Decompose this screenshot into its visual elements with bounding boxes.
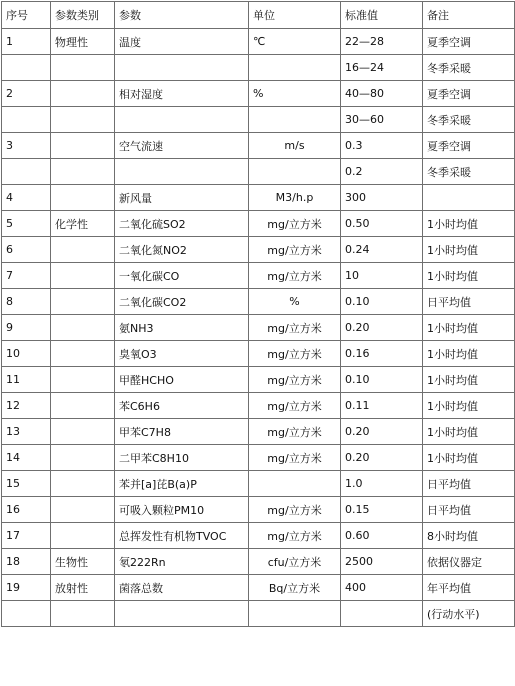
cell-index: 6 [2,237,51,263]
cell-standard-value: 0.10 [341,367,423,393]
cell-category [51,133,115,159]
table-row [2,107,515,133]
cell-category: 物理性 [51,29,115,55]
cell-index: 18 [2,549,51,575]
header-standard-value: 标准值 [341,2,423,29]
cell-index: 4 [2,185,51,211]
cell-unit: % [249,289,341,315]
cell-category [51,315,115,341]
cell-standard-value: 0.60 [341,523,423,549]
cell-category [51,445,115,471]
cell-standard-value: 0.16 [341,341,423,367]
cell-unit: mg/立方米 [249,263,341,289]
cell-unit [249,601,341,627]
cell-standard-value: 0.50 [341,211,423,237]
cell-category [51,601,115,627]
cell-parameter: 苯C6H6 [115,393,249,419]
cell-unit: mg/立方米 [249,523,341,549]
table-row [2,237,515,263]
cell-remark: 1小时均值 [423,419,515,445]
cell-standard-value: 40—80 [341,81,423,107]
cell-category [51,419,115,445]
cell-category [51,263,115,289]
cell-index: 8 [2,289,51,315]
cell-standard-value: 0.20 [341,445,423,471]
cell-category [51,159,115,185]
cell-index: 14 [2,445,51,471]
cell-index: 9 [2,315,51,341]
table-row [2,211,515,237]
cell-category [51,81,115,107]
table-row [2,159,515,185]
cell-standard-value [341,601,423,627]
cell-unit: M3/h.p [249,185,341,211]
cell-remark: 1小时均值 [423,367,515,393]
cell-index: 13 [2,419,51,445]
cell-unit: mg/立方米 [249,445,341,471]
cell-unit [249,471,341,497]
cell-remark: 1小时均值 [423,211,515,237]
cell-parameter: 可吸入颗粒PM10 [115,497,249,523]
cell-standard-value: 300 [341,185,423,211]
table-row [2,523,515,549]
cell-remark: 日平均值 [423,289,515,315]
cell-parameter: 甲醛HCHO [115,367,249,393]
table-row [2,497,515,523]
cell-parameter: 空气流速 [115,133,249,159]
cell-index: 1 [2,29,51,55]
table-row [2,549,515,575]
cell-unit: cfu/立方米 [249,549,341,575]
cell-unit: mg/立方米 [249,367,341,393]
cell-remark: 1小时均值 [423,445,515,471]
cell-parameter: 菌落总数 [115,575,249,601]
cell-category [51,107,115,133]
cell-parameter: 相对湿度 [115,81,249,107]
cell-unit: mg/立方米 [249,237,341,263]
cell-remark: 8小时均值 [423,523,515,549]
cell-remark [423,185,515,211]
cell-parameter: 总挥发性有机物TVOC [115,523,249,549]
cell-parameter: 臭氧O3 [115,341,249,367]
cell-standard-value: 400 [341,575,423,601]
cell-remark: 夏季空调 [423,29,515,55]
cell-remark: 日平均值 [423,471,515,497]
cell-standard-value: 0.3 [341,133,423,159]
cell-standard-value: 0.2 [341,159,423,185]
cell-unit [249,159,341,185]
cell-unit: mg/立方米 [249,315,341,341]
cell-remark: 冬季采暖 [423,159,515,185]
cell-standard-value: 1.0 [341,471,423,497]
cell-parameter [115,601,249,627]
cell-category [51,393,115,419]
cell-index: 17 [2,523,51,549]
cell-remark: 夏季空调 [423,133,515,159]
cell-parameter [115,107,249,133]
cell-remark: 1小时均值 [423,341,515,367]
cell-standard-value: 10 [341,263,423,289]
cell-parameter: 新风量 [115,185,249,211]
cell-parameter: 苯并[a]芘B(a)P [115,471,249,497]
cell-category [51,367,115,393]
cell-index: 11 [2,367,51,393]
cell-unit: mg/立方米 [249,341,341,367]
cell-index: 16 [2,497,51,523]
cell-category: 化学性 [51,211,115,237]
cell-remark: 日平均值 [423,497,515,523]
cell-index: 10 [2,341,51,367]
cell-parameter [115,55,249,81]
cell-parameter: 甲苯C7H8 [115,419,249,445]
cell-unit: mg/立方米 [249,211,341,237]
cell-index [2,55,51,81]
cell-category: 放射性 [51,575,115,601]
cell-category [51,289,115,315]
cell-standard-value: 22—28 [341,29,423,55]
table-row [2,367,515,393]
cell-index [2,107,51,133]
cell-index: 5 [2,211,51,237]
header-index: 序号 [2,2,51,29]
cell-parameter: 二氧化硫SO2 [115,211,249,237]
cell-remark: 年平均值 [423,575,515,601]
cell-index: 19 [2,575,51,601]
cell-standard-value: 0.20 [341,315,423,341]
cell-parameter [115,159,249,185]
cell-unit: mg/立方米 [249,419,341,445]
table-row [2,575,515,601]
table-row [2,393,515,419]
table-row [2,133,515,159]
cell-remark: 冬季采暖 [423,107,515,133]
cell-category [51,341,115,367]
cell-parameter: 二氧化碳CO2 [115,289,249,315]
cell-index [2,159,51,185]
cell-unit: % [249,81,341,107]
table-row [2,601,515,627]
cell-index: 15 [2,471,51,497]
table-row [2,263,515,289]
cell-unit: m/s [249,133,341,159]
cell-standard-value: 0.20 [341,419,423,445]
cell-parameter: 温度 [115,29,249,55]
cell-category [51,55,115,81]
cell-unit: Bq/立方米 [249,575,341,601]
cell-standard-value: 30—60 [341,107,423,133]
cell-unit [249,107,341,133]
cell-standard-value: 0.11 [341,393,423,419]
cell-remark: 1小时均值 [423,393,515,419]
cell-parameter: 氡222Rn [115,549,249,575]
cell-index: 3 [2,133,51,159]
cell-remark: 1小时均值 [423,263,515,289]
table-row [2,29,515,55]
cell-index: 2 [2,81,51,107]
cell-standard-value: 2500 [341,549,423,575]
table-row [2,341,515,367]
cell-standard-value: 16—24 [341,55,423,81]
header-parameter: 参数 [115,2,249,29]
header-category: 参数类别 [51,2,115,29]
cell-parameter: 二甲苯C8H10 [115,445,249,471]
cell-standard-value: 0.15 [341,497,423,523]
header-unit: 单位 [249,2,341,29]
cell-parameter: 二氧化氮NO2 [115,237,249,263]
cell-remark: 1小时均值 [423,237,515,263]
cell-category [51,185,115,211]
table-row [2,289,515,315]
table-row [2,55,515,81]
cell-parameter: 氨NH3 [115,315,249,341]
table-row [2,471,515,497]
cell-standard-value: 0.24 [341,237,423,263]
table-row [2,315,515,341]
cell-unit: mg/立方米 [249,393,341,419]
cell-unit: mg/立方米 [249,497,341,523]
table-row [2,81,515,107]
table-row [2,419,515,445]
table-row [2,445,515,471]
cell-remark: 1小时均值 [423,315,515,341]
cell-index: 12 [2,393,51,419]
cell-index: 7 [2,263,51,289]
cell-remark: 冬季采暖 [423,55,515,81]
cell-standard-value: 0.10 [341,289,423,315]
table-header-row [2,2,515,29]
cell-unit [249,55,341,81]
cell-category [51,471,115,497]
table-row [2,185,515,211]
cell-parameter: 一氧化碳CO [115,263,249,289]
cell-category [51,237,115,263]
cell-unit: ℃ [249,29,341,55]
header-remark: 备注 [423,2,515,29]
cell-category [51,523,115,549]
air-quality-standards-table [1,1,515,627]
cell-remark: 夏季空调 [423,81,515,107]
cell-remark: 依据仪器定 [423,549,515,575]
cell-category: 生物性 [51,549,115,575]
cell-category [51,497,115,523]
cell-remark: (行动水平) [423,601,515,627]
cell-index [2,601,51,627]
